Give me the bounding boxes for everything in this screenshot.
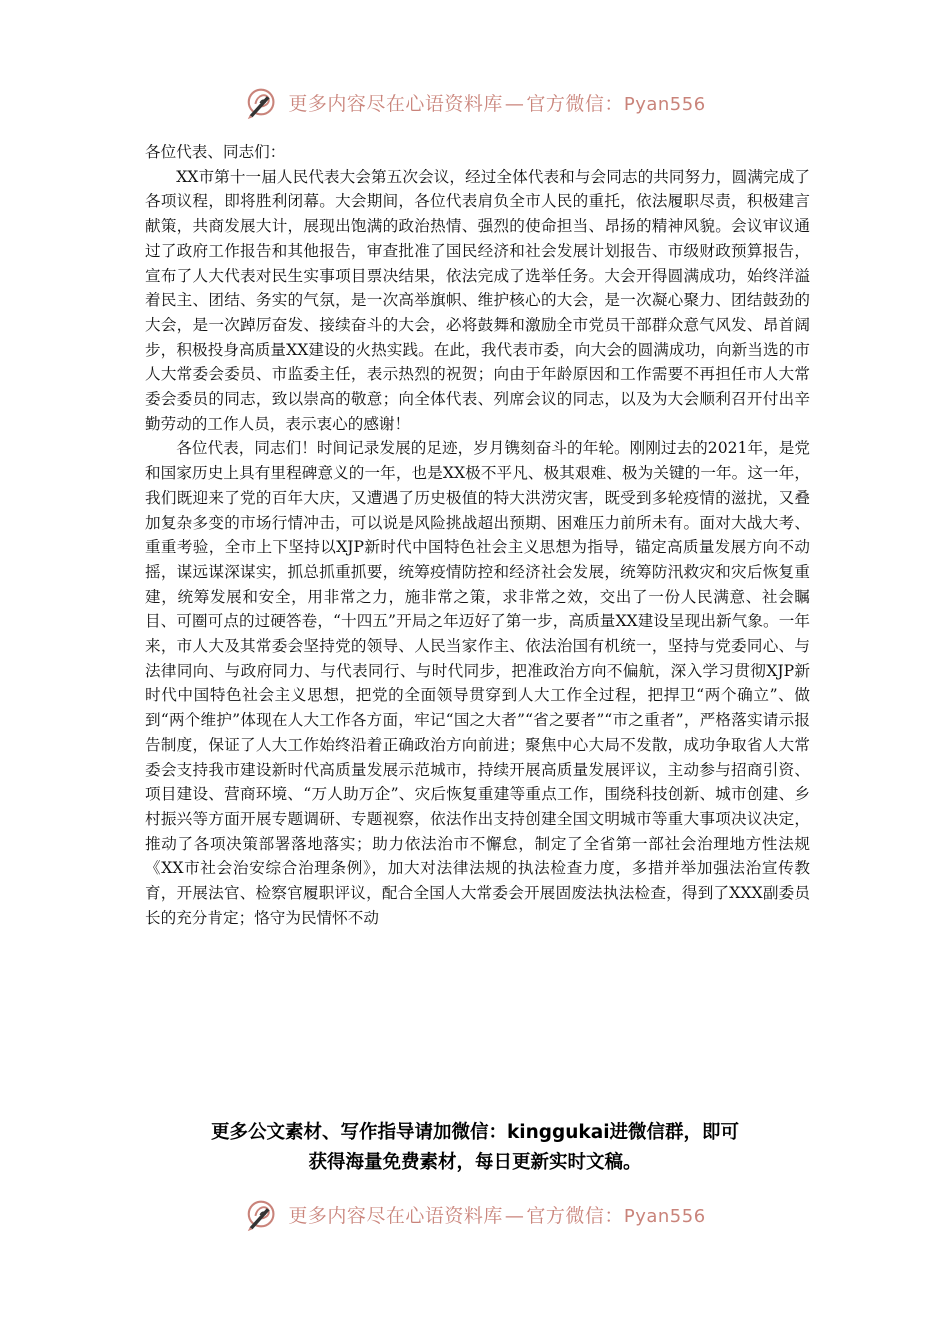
salutation: 各位代表、同志们： [145,143,286,161]
document-body [145,140,810,931]
watermark-wechat-label: 官方微信： [526,92,624,115]
watermark-slogan: 更多内容尽在心语资料库 [288,1204,503,1227]
rose-pen-logo-icon [244,1195,282,1233]
watermark-separator: — [504,92,525,115]
footer-advertisement [120,1118,830,1178]
watermark-banner-top [0,82,950,122]
watermark-text [288,1201,705,1228]
watermark-banner-bottom [0,1194,950,1234]
watermark-slogan: 更多内容尽在心语资料库 [288,92,503,115]
footer-ad-line-2: 获得海量免费素材，每日更新实时文稿。 [308,1152,642,1173]
footer-ad-line-1: 更多公文素材、写作指导请加微信：kinggukai进微信群，即可 [210,1122,740,1143]
paragraph-1: XX市第十一届人民代表大会第五次会议，经过全体代表和与会同志的共同努力，圆满完成了各项议程，即将胜利闭幕。大会期间，各位代表肩负全市人民的重托，依法履职尽责，积极建言献策，共商发展大计，展现出饱满的政治热情、强烈的使命担当、昂扬的精神风貌。会议审议通过了政府工作报告和其他报告，审查批准了国民经济和社会发展计划报告、市级财政预算报告，宣布了人大代表对民生实事项目票决结果，依法完成了选举任务。大会开得圆满成功，始终洋溢着民主、团结、务实的气氛，是一次高举旗帜、维护核心的大会，是一次凝心聚力、团结鼓劲的大会，是一次踔厉奋发、接续奋斗的大会，必将鼓舞和激励全市党员干部群众意气风发、昂首阔步，积极投身高质量XX建设的火热实践。在此，我代表市委，向大会的圆满成功，向新当选的市人大常委会委员、市监委主任，表示热烈的祝贺；向由于年龄原因和工作需要不再担任市人大常委会委员的同志，致以崇高的敬意；向全体代表、列席会议的同志，以及为大会顺利召开付出辛勤劳动的工作人员，表示衷心的感谢！ [145,167,810,433]
watermark-wechat-id: Pyan556 [623,93,706,115]
watermark-wechat-label: 官方微信： [526,1204,624,1227]
paragraph-2: 各位代表，同志们！时间记录发展的足迹，岁月镌刻奋斗的年轮。刚刚过去的2021年，是党和国家历史上具有里程碑意义的一年，也是XX极不平凡、极其艰难、极为关键的一年。这一年，我们既迎来了党的百年大庆，又遭遇了历史极值的特大洪涝灾害，既受到多轮疫情的滋扰，又叠加复杂多变的市场行情冲击，可以说是风险挑战超出预期、困难压力前所未有。面对大战大考、重重考验，全市上下坚持以XJP新时代中国特色社会主义思想为指导，锚定高质量发展方向不动摇，谋远谋深谋实，抓总抓重抓要，统筹疫情防控和经济社会发展，统筹防汛救灾和灾后恢复重建，统筹发展和安全，用非常之力，施非常之策，求非常之效，交出了一份人民满意、社会瞩目、可圈可点的过硬答卷，“十四五”开局之年迈好了第一步，高质量XX建设呈现出新气象。一年来，市人大及其常委会坚持党的领导、人民当家作主、依法治国有机统一，坚持与党委同心、与法律同向、与政府同力、与代表同行、与时代同步，把准政治方向不偏航，深入学习贯彻XJP新时代中国特色社会主义思想，把党的全面领导贯穿到人大工作全过程，把捍卫“两个确立”、做到“两个维护”体现在人大工作各方面，牢记“国之大者”“省之要者”“市之重者”，严格落实请示报告制度，保证了人大工作始终沿着正确政治方向前进；聚焦中心大局不发散，成功争取省人大常委会支持我市建设新时代高质量发展示范城市，持续开展高质量发展评议，主动参与招商引资、项目建设、营商环境、“万人助万企”、灾后恢复重建等重点工作，围绕科技创新、城市创建、乡村振兴等方面开展专题调研、专题视察，依法作出支持创建全国文明城市等重大事项决议决定，推动了各项决策部署落地落实；助力依法治市不懈怠，制定了全省第一部社会治理地方性法规《XX市社会治安综合治理条例》，加大对法律法规的执法检查力度，多措并举加强法治宣传教育，开展法官、检察官履职评议，配合全国人大常委会开展固废法执法检查，得到了XXX副委员长的充分肯定；恪守为民情怀不动 [145,439,810,927]
watermark-wechat-id: Pyan556 [623,1205,706,1227]
watermark-text [288,89,705,116]
watermark-separator: — [504,1204,525,1227]
rose-pen-logo-icon [244,83,282,121]
